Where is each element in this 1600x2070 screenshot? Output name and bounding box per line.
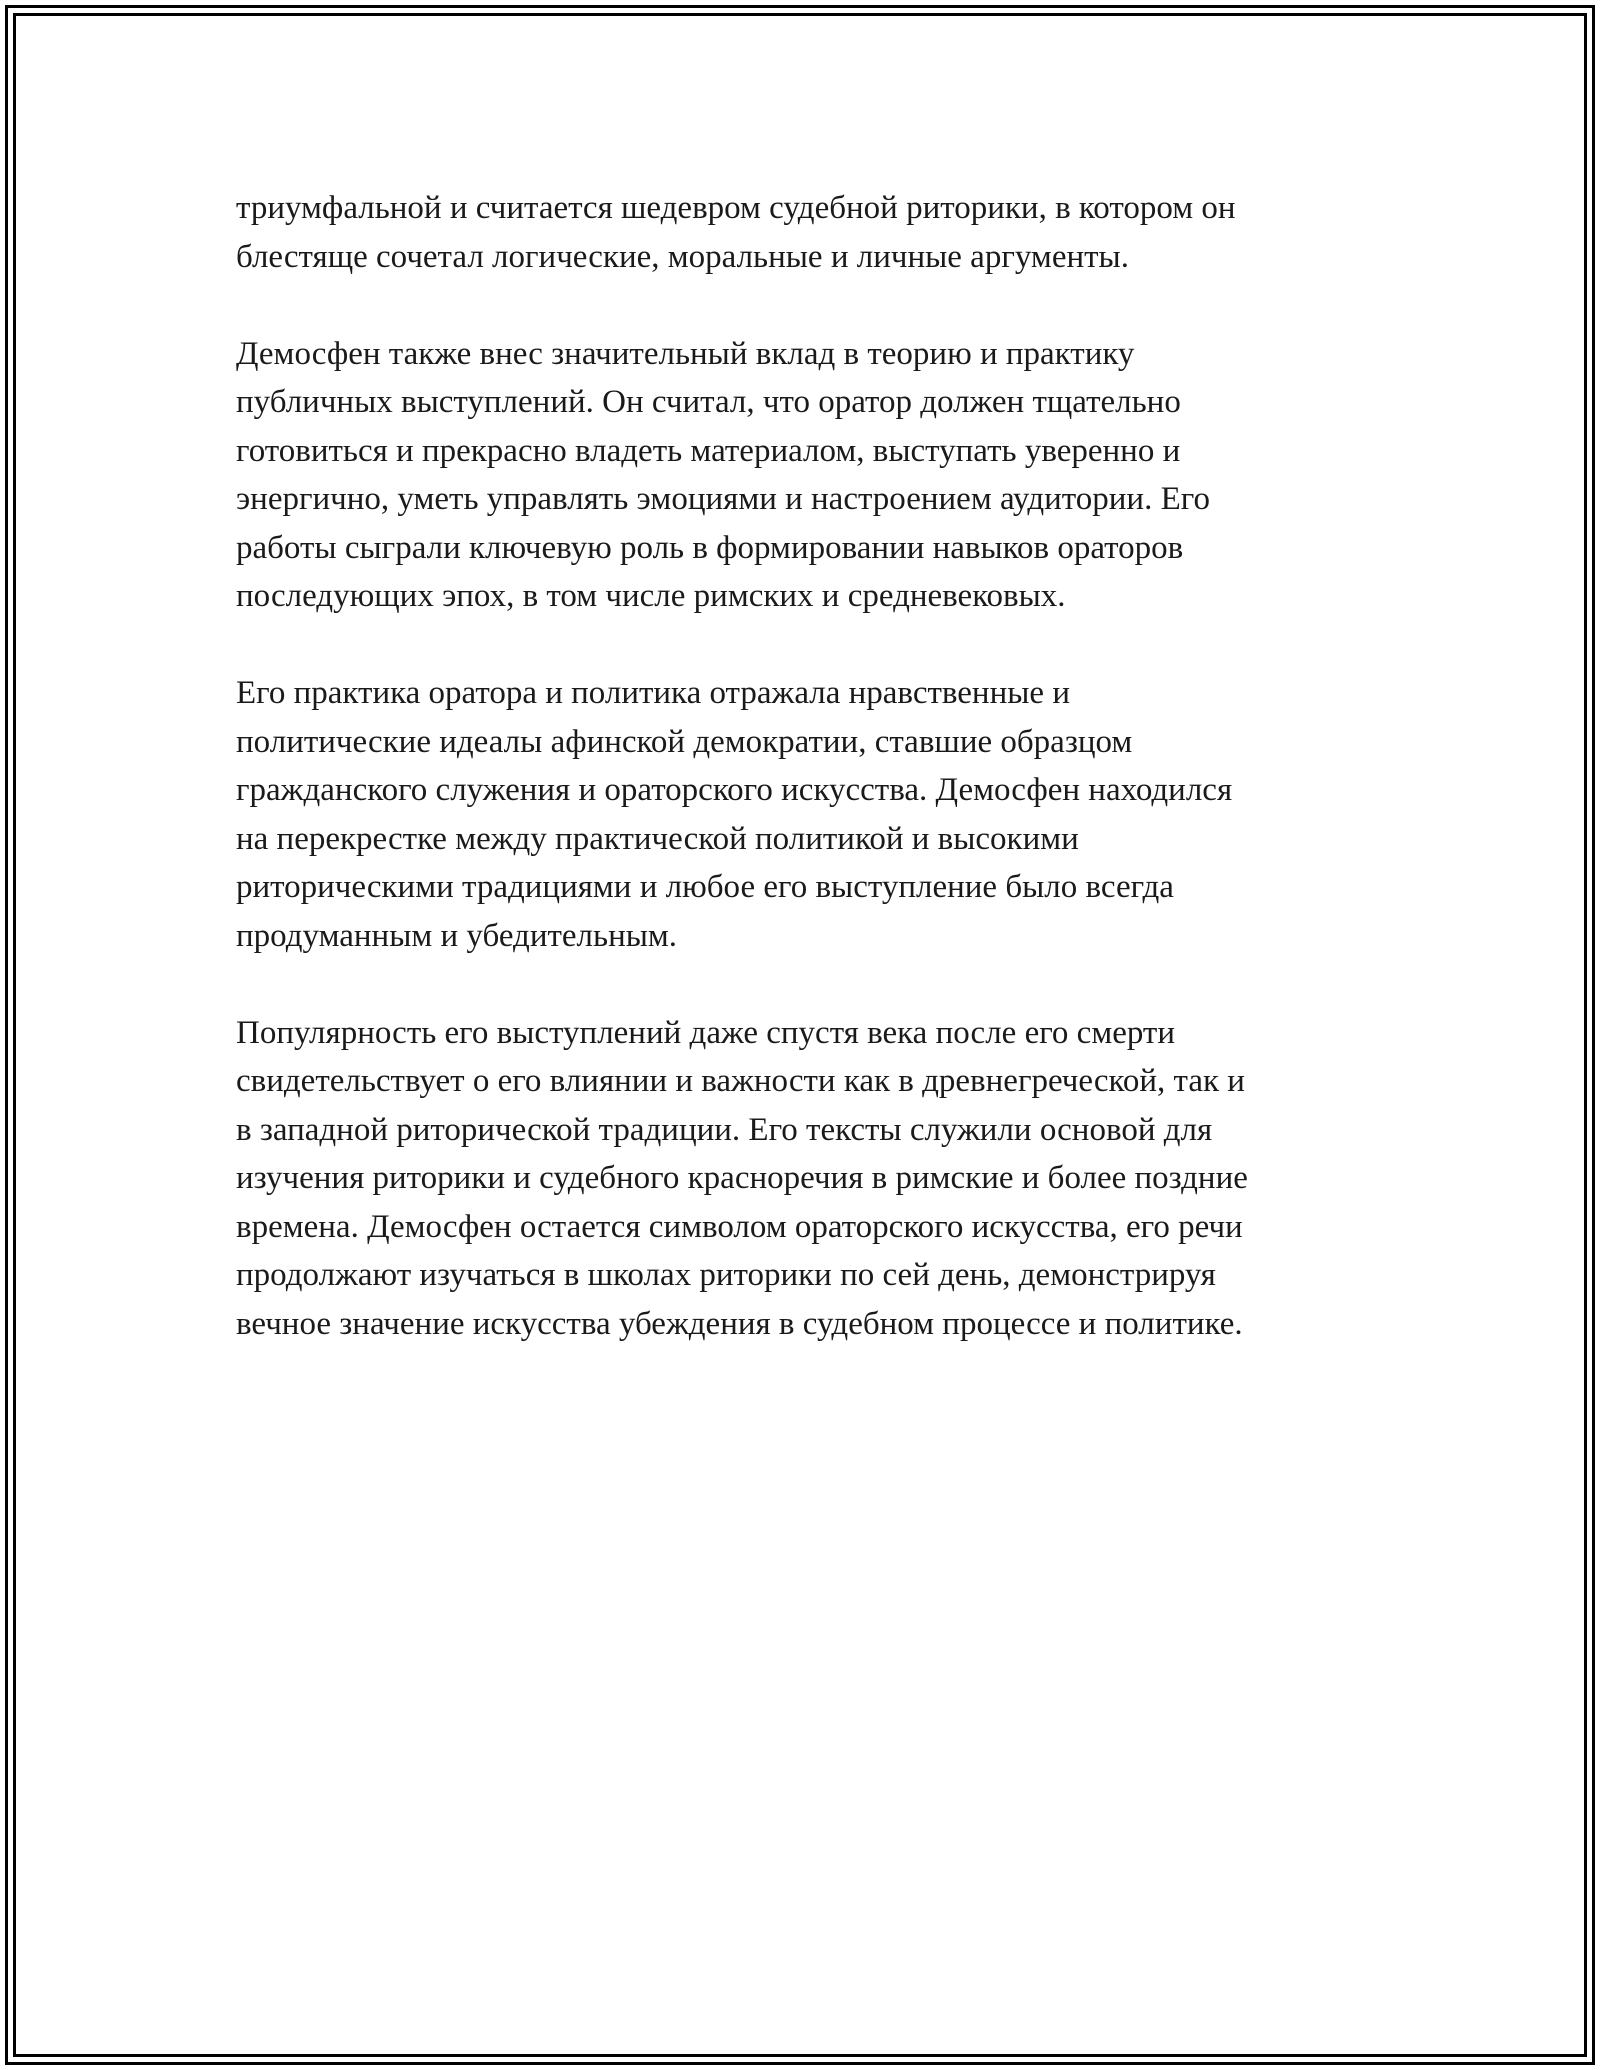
text-line: Демосфен также внес значительный вклад в теорию и практику bbox=[236, 335, 1135, 372]
text-line: работы сыграли ключевую роль в формировании навыков ораторов bbox=[236, 529, 1184, 566]
text-line: гражданского служения и ораторского искусства. Демосфен находился bbox=[236, 772, 1233, 808]
text-line: готовиться и прекрасно владеть материалом, выступать уверенно и bbox=[236, 432, 1181, 469]
document-body bbox=[236, 184, 1386, 1397]
text-line: последующих эпох, в том числе римских и средневековых. bbox=[236, 578, 1066, 614]
text-line: политические идеалы афинской демократии, ставшие образцом bbox=[236, 723, 1133, 760]
text-line: Популярность его выступлений даже спустя века после его смерти bbox=[236, 1014, 1176, 1051]
text-line: риторическими традициями и любое его выступление было всегда bbox=[236, 869, 1174, 905]
paragraph-3 bbox=[236, 669, 1386, 960]
text-line: в западной риторической традиции. Его тексты служили основой для bbox=[236, 1111, 1213, 1148]
text-line: триумфальной и считается шедевром судебной риторики, в котором он bbox=[236, 190, 1236, 226]
text-line: Его практика оратора и политика отражала нравственные и bbox=[236, 675, 1070, 711]
text-line: блестяще сочетал логические, моральные и личные аргументы. bbox=[236, 238, 1129, 275]
text-line: энергично, уметь управлять эмоциями и настроением аудитории. Его bbox=[236, 481, 1210, 517]
text-line: продолжают изучаться в школах риторики по сей день, демонстрируя bbox=[236, 1257, 1216, 1293]
text-line: свидетельствует о его влиянии и важности как в древнегреческой, так и bbox=[236, 1063, 1245, 1099]
paragraph-2 bbox=[236, 330, 1386, 621]
text-line: времена. Демосфен остается символом ораторского искусства, его речи bbox=[236, 1208, 1243, 1245]
text-line: продуманным и убедительным. bbox=[236, 917, 678, 954]
text-line: вечное значение искусства убеждения в судебном процессе и политике. bbox=[236, 1305, 1243, 1342]
text-line: на перекрестке между практической политикой и высокими bbox=[236, 820, 1079, 857]
paragraph-4 bbox=[236, 1009, 1386, 1349]
paragraph-1 bbox=[236, 184, 1386, 281]
text-line: публичных выступлений. Он считал, что оратор должен тщательно bbox=[236, 384, 1181, 420]
text-line: изучения риторики и судебного красноречия в римские и более поздние bbox=[236, 1160, 1248, 1196]
